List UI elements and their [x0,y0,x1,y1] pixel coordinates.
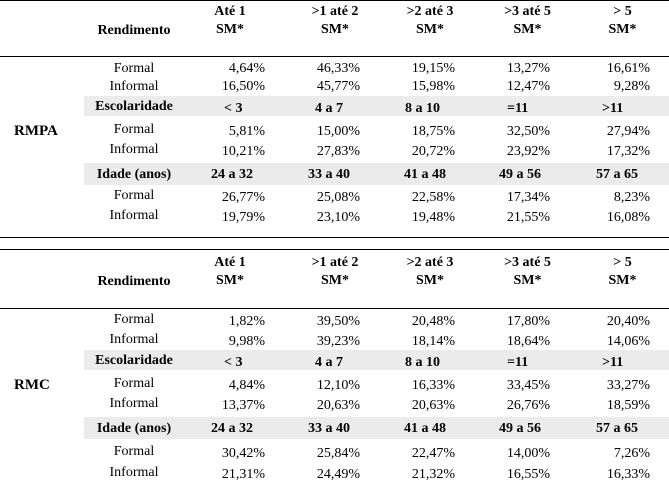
table-cell: 4,64% [228,61,265,76]
section-col: 41 a 48 [404,167,446,182]
section-col: 57 a 65 [596,421,638,436]
table-cell: 12,10% [316,378,360,393]
table-cell: 14,00% [506,446,550,461]
row-label-formal: Formal [113,61,155,76]
section-col: >11 [602,355,624,370]
section-col: 8 a 10 [405,101,440,116]
table-cell: 22,58% [411,190,455,205]
section-col: 41 a 48 [404,421,446,436]
section-col: 57 a 65 [596,167,638,182]
table-cell: 30,42% [221,446,265,461]
table-cell: 12,47% [506,79,550,94]
table-cell: 21,55% [506,210,550,225]
table-cell: 4,84% [228,378,265,393]
table-cell: 23,10% [316,210,360,225]
section-label-escolaridade: Escolaridade [95,353,173,368]
col-header: >2 até 3 SM* [406,4,454,37]
table-cell: 27,94% [606,124,650,139]
section-col: 33 a 40 [308,167,350,182]
table-cell: 16,61% [606,61,650,76]
header-rule [0,308,669,309]
table-cell: 20,72% [411,144,455,159]
section-label-idade: Idade (anos) [96,421,172,436]
table-cell: 16,33% [411,378,455,393]
section-col: 49 a 56 [499,421,541,436]
row-label-informal: Informal [109,79,159,94]
table-cell: 16,08% [606,210,650,225]
table-cell: 22,47% [411,446,455,461]
table-cell: 8,23% [613,190,650,205]
row-label-formal: Formal [113,312,155,327]
table-cell: 25,08% [316,190,360,205]
row-label-informal: Informal [109,396,159,411]
section-col: 4 a 7 [315,355,343,370]
table-cell: 39,23% [316,334,360,349]
section-col: >11 [602,101,624,116]
table-cell: 20,63% [316,398,360,413]
header-label-rendimento: Rendimento [97,23,171,38]
region-label: RMC [14,377,50,393]
row-label-formal: Formal [113,376,155,391]
section-col: < 3 [224,355,243,370]
col-header: Até 1 SM* [214,4,246,37]
section-col: =11 [507,355,529,370]
section-col: 4 a 7 [315,101,343,116]
row-label-formal: Formal [113,188,155,203]
top-rule [0,0,669,1]
header-rule [0,56,669,57]
table-cell: 17,32% [606,144,650,159]
table-cell: 15,98% [411,79,455,94]
col-header: Até 1 SM* [214,255,246,288]
table-cell: 21,32% [411,467,455,482]
table-cell: 39,50% [316,314,360,329]
table-cell: 33,27% [606,378,650,393]
section-col: < 3 [224,101,243,116]
col-header: > 5 SM* [608,4,637,37]
table-cell: 26,77% [221,190,265,205]
table-cell: 7,26% [613,446,650,461]
table-cell: 13,27% [506,61,550,76]
row-label-informal: Informal [109,142,159,157]
table-cell: 17,80% [506,314,550,329]
row-label-informal: Informal [109,332,159,347]
table-cell: 21,31% [221,467,265,482]
row-label-informal: Informal [109,465,159,480]
table-cell: 18,64% [506,334,550,349]
table-block-rmc [0,249,669,489]
table-cell: 27,83% [316,144,360,159]
table-cell: 16,50% [221,79,265,94]
table-cell: 26,76% [506,398,550,413]
region-label: RMPA [14,123,58,139]
table-cell: 5,81% [228,124,265,139]
col-header: >3 até 5 SM* [504,4,551,37]
table-cell: 46,33% [316,61,360,76]
col-header: >1 até 2 SM* [311,255,359,288]
table-block-rmpa [0,0,669,238]
table-cell: 18,14% [411,334,455,349]
table-cell: 17,34% [506,190,550,205]
table-cell: 14,06% [606,334,650,349]
col-header: >2 até 3 SM* [406,255,454,288]
header-label-rendimento: Rendimento [97,274,171,289]
table-cell: 25,84% [316,446,360,461]
row-label-formal: Formal [113,122,155,137]
table-cell: 20,40% [606,314,650,329]
top-rule [0,249,669,250]
section-label-idade: Idade (anos) [96,167,172,182]
table-cell: 19,48% [411,210,455,225]
bottom-rule [0,237,669,238]
table-cell: 18,59% [606,398,650,413]
table-cell: 19,79% [221,210,265,225]
table-cell: 16,55% [506,467,550,482]
table-cell: 20,63% [411,398,455,413]
row-label-informal: Informal [109,208,159,223]
table-cell: 24,49% [316,467,360,482]
section-col: =11 [507,101,529,116]
table-cell: 13,37% [221,398,265,413]
table-cell: 32,50% [506,124,550,139]
table-cell: 45,77% [316,79,360,94]
table-cell: 33,45% [506,378,550,393]
section-col: 24 a 32 [211,167,253,182]
row-label-formal: Formal [113,444,155,459]
table-cell: 9,28% [613,79,650,94]
table-cell: 1,82% [228,314,265,329]
section-col: 8 a 10 [405,355,440,370]
table-cell: 20,48% [411,314,455,329]
table-cell: 15,00% [316,124,360,139]
table-cell: 18,75% [411,124,455,139]
col-header: >1 até 2 SM* [311,4,359,37]
table-cell: 19,15% [411,61,455,76]
table-cell: 10,21% [221,144,265,159]
table-cell: 23,92% [506,144,550,159]
col-header: >3 até 5 SM* [504,255,551,288]
section-col: 24 a 32 [211,421,253,436]
section-col: 33 a 40 [308,421,350,436]
table-cell: 16,33% [606,467,650,482]
col-header: > 5 SM* [608,255,637,288]
section-col: 49 a 56 [499,167,541,182]
section-label-escolaridade: Escolaridade [95,99,173,114]
table-cell: 9,98% [228,334,265,349]
